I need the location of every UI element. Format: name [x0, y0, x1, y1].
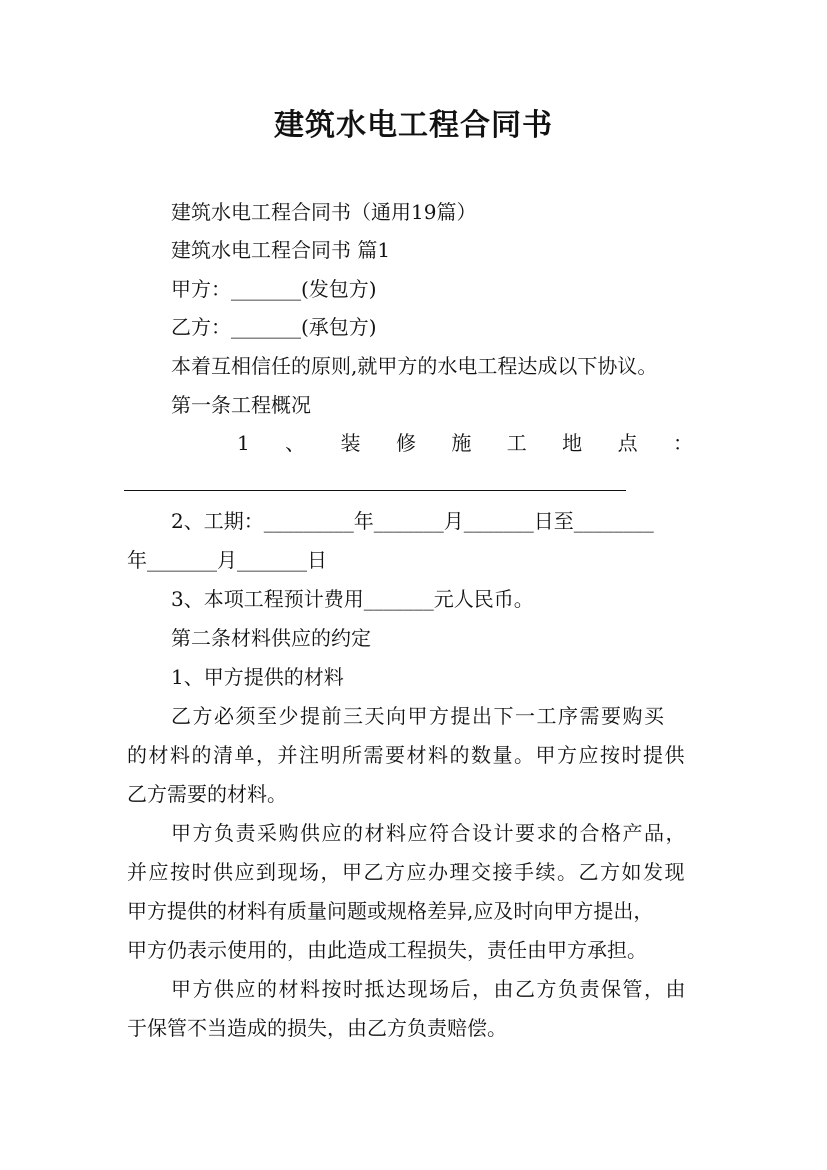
site-char: 施 — [451, 431, 472, 455]
agreement-intro: 本着互相信任的原则,就甲方的水电工程达成以下协议。 — [171, 354, 658, 378]
paragraph-line: 甲方仍表示使用的，由此造成工程损失，责任由甲方承担。 — [127, 938, 647, 962]
site-char: 点 — [617, 431, 638, 455]
paragraph-line: 甲方负责采购供应的材料应符合设计要求的合格产品， — [171, 821, 687, 845]
paragraph-line: 甲方供应的材料按时抵达现场后，由乙方负责保管，由 — [171, 977, 687, 1001]
site-char: ： — [672, 431, 693, 455]
site-char: 工 — [506, 431, 527, 455]
party-a-line: 甲方：_______(发包方) — [171, 277, 377, 301]
site-char: 地 — [562, 431, 583, 455]
site-char: 装 — [340, 431, 361, 455]
paragraph-line: 甲方提供的材料有质量问题或规格差异,应及时向甲方提出， — [127, 899, 654, 923]
paragraph-line: 乙方需要的材料。 — [127, 782, 287, 806]
site-char: 修 — [395, 431, 416, 455]
paragraph-line: 并应按时供应到现场，甲乙方应办理交接手续。乙方如发现 — [127, 860, 686, 884]
site-char: 、 — [285, 431, 306, 455]
paragraph-line: 乙方必须至少提前三天向甲方提出下一工序需要购买 — [171, 704, 666, 728]
duration-line-cont: 年_______月_______日 — [127, 548, 327, 572]
site-blank-rule — [124, 490, 626, 491]
site-char: 1 — [237, 431, 250, 455]
paragraph-line: 于保管不当造成的损失，由乙方负责赔偿。 — [127, 1016, 507, 1040]
site-location-line — [237, 430, 693, 456]
materials-heading: 1、甲方提供的材料 — [171, 665, 344, 689]
cost-line: 3、本项工程预计费用_______元人民币。 — [171, 587, 534, 611]
document-title: 建筑水电工程合同书 — [274, 108, 553, 143]
article-1-heading: 第一条工程概况 — [171, 393, 311, 417]
paragraph-line: 的材料的清单，并注明所需要材料的数量。甲方应按时提供 — [127, 743, 686, 767]
section-heading: 建筑水电工程合同书 篇1 — [171, 238, 391, 262]
subtitle-line: 建筑水电工程合同书（通用19篇） — [171, 200, 477, 224]
party-b-line: 乙方：_______(承包方) — [171, 315, 377, 339]
article-2-heading: 第二条材料供应的约定 — [171, 626, 371, 650]
duration-line: 2、工期：_________年_______月_______日至________ — [171, 509, 654, 533]
